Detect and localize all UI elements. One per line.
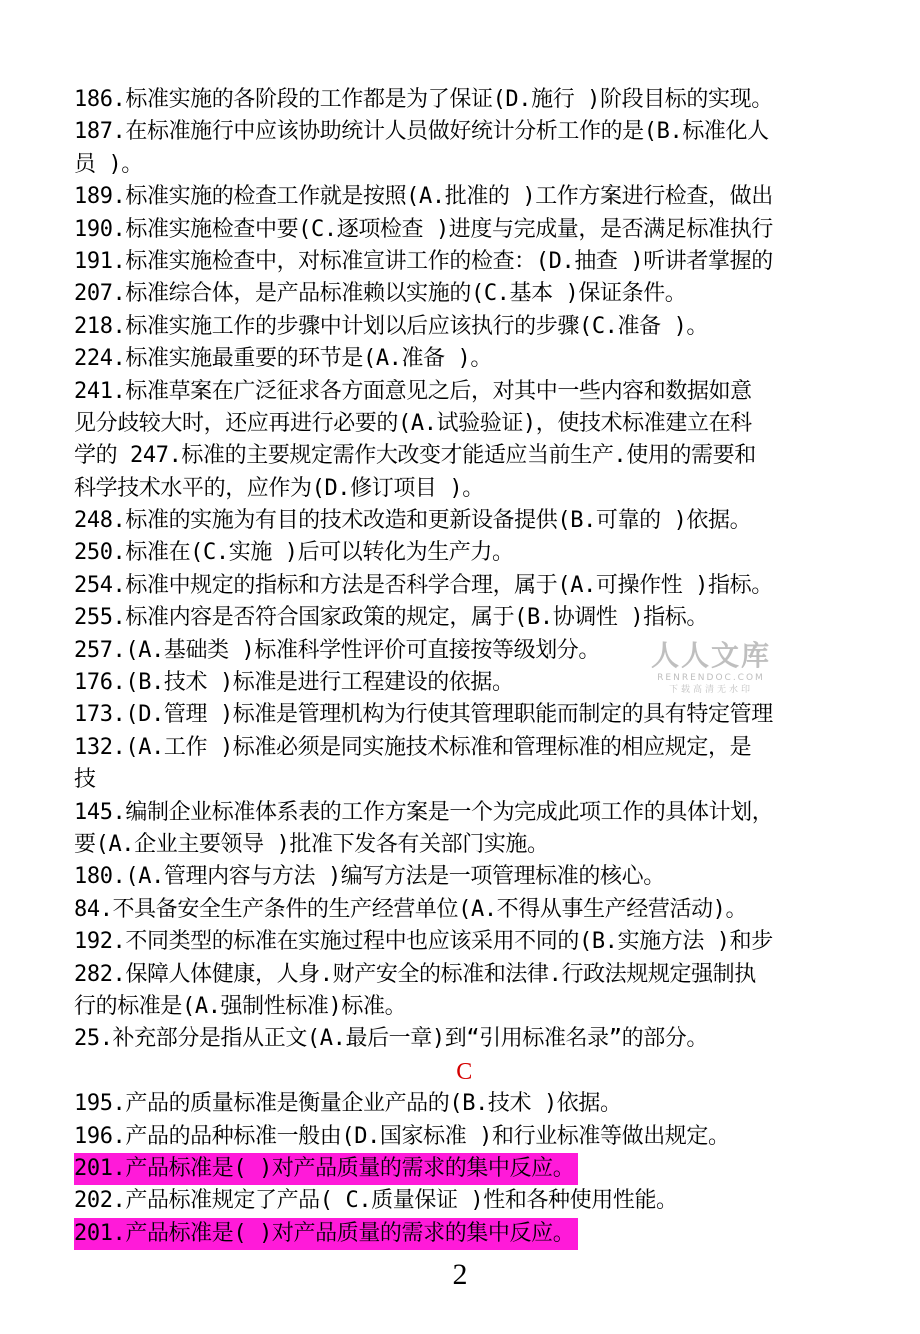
question-line-132-cont: 技 (74, 767, 96, 793)
question-line-84: 84.不具备安全生产条件的生产经营单位(A.不得从事生产经营活动)。 (74, 896, 748, 922)
question-line-241-cont: 见分歧较大时，还应再进行必要的(A.试验验证)，使技术标准建立在科 (74, 410, 752, 436)
question-line-25: 25.补充部分是指从正文(A.最后一章)到“引用标准名录”的部分。 (74, 1026, 709, 1052)
question-line-176: 176.(B.技术 )标准是进行工程建设的依据。 (74, 670, 514, 696)
question-line-201-highlighted-repeat (74, 1218, 854, 1250)
question-line-189: 189.标准实施的检查工作就是按照(A.批准的 )工作方案进行检查，做出 (74, 184, 773, 210)
question-line-190: 190.标准实施检查中要(C.逐项检查 )进度与完成量，是否满足标准执行 (74, 216, 773, 242)
question-line-145: 145.编制企业标准体系表的工作方案是一个为完成此项工作的具体计划， (74, 799, 774, 825)
question-line-282-cont: 行的标准是(A.强制性标准)标准。 (74, 993, 407, 1019)
question-line-180: 180.(A.管理内容与方法 )编写方法是一项管理标准的核心。 (74, 864, 665, 890)
highlight-mark: 201.产品标准是( )对产品质量的需求的集中反应。 (74, 1153, 578, 1185)
question-line-218: 218.标准实施工作的步骤中计划以后应该执行的步骤(C.准备 )。 (74, 313, 709, 339)
question-line-207: 207.标准综合体，是产品标准赖以实施的(C.基本 )保证条件。 (74, 281, 687, 307)
question-line-257: 257.(A.基础类 )标准科学性评价可直接按等级划分。 (74, 637, 601, 663)
question-line-250: 250.标准在(C.实施 )后可以转化为生产力。 (74, 540, 514, 566)
question-line-191: 191.标准实施检查中，对标准宣讲工作的检查：(D.抽查 )听讲者掌握的 (74, 248, 773, 274)
section-letter-heading: C (456, 1058, 472, 1085)
question-line-195: 195.产品的质量标准是衡量企业产品的(B.技术 )依据。 (74, 1091, 622, 1117)
watermark-title: 人人文库 (650, 639, 771, 672)
question-line-145-cont: 要(A.企业主要领导 )批准下发各有关部门实施。 (74, 831, 549, 857)
question-line-132: 132.(A.工作 )标准必须是同实施技术标准和管理标准的相应规定，是 (74, 734, 752, 760)
question-line-187-cont: 员 )。 (74, 151, 143, 177)
question-line-186: 186.标准实施的各阶段的工作都是为了保证(D.施行 )阶段目标的实现。 (74, 87, 773, 112)
question-line-241: 241.标准草案在广泛征求各方面意见之后，对其中一些内容和数据如意 (74, 378, 752, 404)
question-line-248: 248.标准的实施为有目的技术改造和更新设备提供(B.可靠的 )依据。 (74, 508, 752, 534)
watermark-logo (646, 640, 776, 696)
question-line-255: 255.标准内容是否符合国家政策的规定，属于(B.协调性 )指标。 (74, 605, 709, 631)
question-line-202: 202.产品标准规定了产品( C.质量保证 )性和各种使用性能。 (74, 1188, 678, 1214)
highlight-mark: 201.产品标准是( )对产品质量的需求的集中反应。 (74, 1218, 578, 1250)
question-line-187: 187.在标准施行中应该协助统计人员做好统计分析工作的是(B.标准化人 (74, 119, 769, 145)
watermark-url: RENRENDOC.COM (657, 673, 765, 683)
question-line-173: 173.(D.管理 )标准是管理机构为行使其管理职能而制定的具有特定管理 (74, 702, 773, 728)
question-line-282: 282.保障人体健康，人身.财产安全的标准和法律.行政法规规定强制执 (74, 961, 756, 987)
question-line-254: 254.标准中规定的指标和方法是否科学合理，属于(A.可操作性 )指标。 (74, 572, 773, 598)
question-line-247: 学的 247.标准的主要规定需作大改变才能适应当前生产.使用的需要和 (74, 443, 756, 469)
question-line-196: 196.产品的品种标准一般由(D.国家标准 )和行业标准等做出规定。 (74, 1123, 730, 1149)
question-line-224: 224.标准实施最重要的环节是(A.准备 )。 (74, 346, 493, 372)
question-line-192: 192.不同类型的标准在实施过程中也应该采用不同的(B.实施方法 )和步 (74, 929, 773, 955)
page-number: 2 (452, 1258, 468, 1291)
question-line-247-cont: 科学技术水平的，应作为(D.修订项目 )。 (74, 475, 484, 501)
question-line-201-highlighted (74, 1153, 854, 1185)
watermark-subtitle: 下载高清无水印 (668, 685, 753, 695)
